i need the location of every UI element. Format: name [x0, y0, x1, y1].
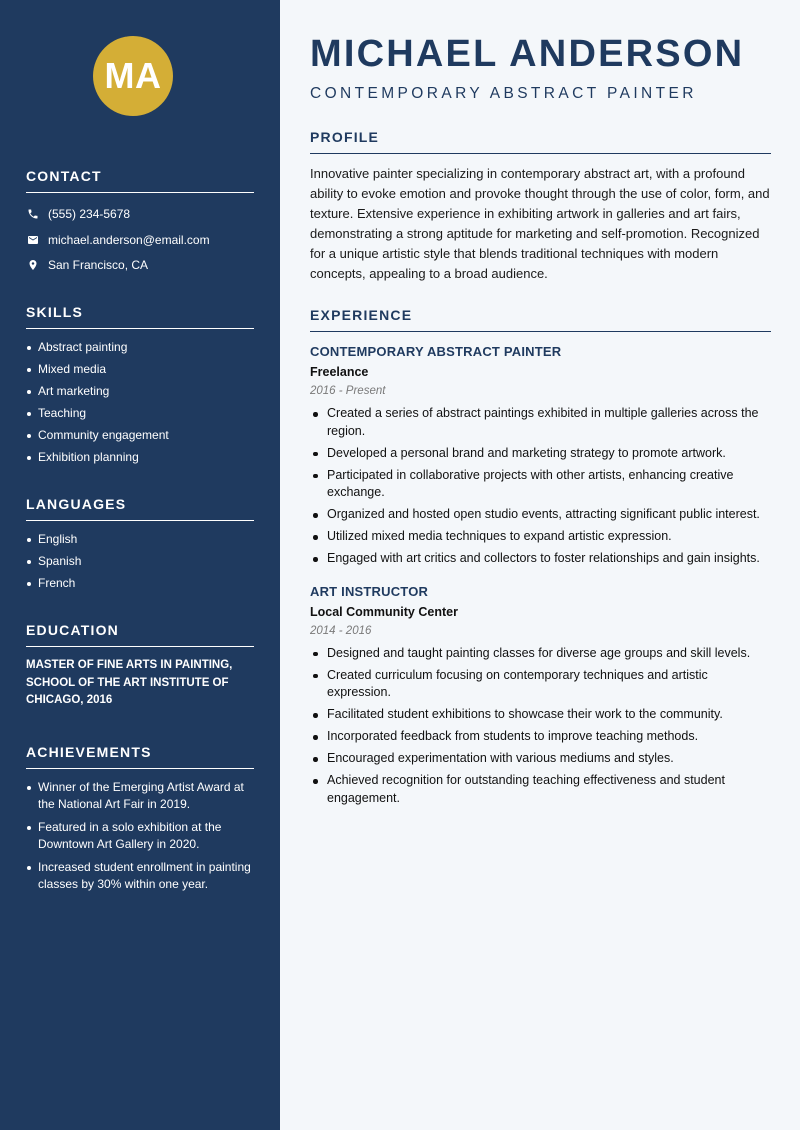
languages-section	[26, 496, 254, 592]
contact-list	[26, 205, 254, 274]
list-item: Teaching	[26, 405, 254, 422]
job-dates: 2016 - Present	[310, 385, 386, 397]
job-company: Local Community Center	[310, 604, 458, 619]
list-item: Increased student enrollment in painting classes by 30% within one year.	[26, 859, 254, 893]
languages-list	[26, 531, 254, 592]
contact-phone	[26, 205, 254, 223]
list-item: Designed and taught painting classes for diverse age groups and skill levels.	[310, 645, 771, 663]
list-item: Facilitated student exhibitions to showcase their work to the community.	[310, 706, 771, 724]
achievements-heading: ACHIEVEMENTS	[26, 744, 254, 769]
education-entry: MASTER OF FINE ARTS IN PAINTING, SCHOOL OF THE ART INSTITUTE OF CHICAGO, 2016	[26, 659, 233, 706]
sidebar	[0, 0, 280, 1130]
job-bullets	[310, 645, 771, 808]
job-company: Freelance	[310, 365, 369, 379]
list-item: Organized and hosted open studio events, attracting significant public interest.	[310, 506, 771, 524]
contact-email-text: michael.anderson@email.com	[48, 232, 210, 247]
skills-heading: SKILLS	[26, 304, 254, 329]
avatar-initials: MA	[104, 55, 162, 96]
education-section	[26, 622, 254, 710]
list-item: Exhibition planning	[26, 449, 254, 466]
list-item: English	[26, 531, 254, 548]
list-item: Community engagement	[26, 427, 254, 444]
list-item: Created curriculum focusing on contemporary techniques and artistic expression.	[310, 667, 771, 702]
achievements-section	[26, 744, 254, 893]
skills-list	[26, 339, 254, 466]
contact-heading: CONTACT	[26, 168, 254, 193]
list-item: Engaged with art critics and collectors to foster relationships and gain insights.	[310, 550, 771, 568]
location-pin-icon	[26, 259, 39, 272]
job-bullets	[310, 405, 771, 568]
achievements-list	[26, 779, 254, 893]
profile-heading: PROFILE	[310, 129, 771, 154]
list-item: Incorporated feedback from students to improve teaching methods.	[310, 728, 771, 746]
profile-summary: Innovative painter specializing in contemporary abstract art, with a profound ability to evoke emotion and provoke thought through the use of color, form, and texture. Extensive experience in exhibiting artwork in galleries and art fairs, demonstrating a strong aptitude for marketing and self-promotion. Recognized for a unique artistic style that blends traditional techniques with modern concepts, appealing to a broad audience.	[310, 166, 770, 281]
skills-section	[26, 304, 254, 466]
job-entry	[310, 584, 771, 808]
list-item: Featured in a solo exhibition at the Downtown Art Gallery in 2020.	[26, 819, 254, 853]
contact-location-text: San Francisco, CA	[48, 258, 149, 272]
job-dates: 2014 - 2016	[310, 624, 372, 637]
main-content	[280, 0, 800, 1130]
email-icon	[26, 233, 39, 246]
job-title: CONTEMPORARY ABSTRACT PAINTER	[310, 344, 562, 359]
job-title: ART INSTRUCTOR	[310, 583, 429, 599]
education-heading: EDUCATION	[26, 622, 254, 647]
candidate-title: CONTEMPORARY ABSTRACT PAINTER	[310, 85, 697, 102]
list-item: Utilized mixed media techniques to expand artistic expression.	[310, 528, 771, 546]
list-item: Encouraged experimentation with various mediums and styles.	[310, 750, 771, 768]
contact-phone-text: (555) 234-5678	[48, 207, 131, 221]
experience-section	[310, 307, 771, 807]
list-item: Developed a personal brand and marketing strategy to promote artwork.	[310, 445, 771, 463]
list-item: Winner of the Emerging Artist Award at the National Art Fair in 2019.	[26, 779, 254, 813]
job-entry	[310, 344, 771, 568]
list-item: Mixed media	[26, 361, 254, 378]
list-item: Participated in collaborative projects with other artists, enhancing creative exchange.	[310, 467, 771, 502]
list-item: Art marketing	[26, 383, 254, 400]
list-item: French	[26, 575, 254, 592]
languages-heading: LANGUAGES	[26, 496, 254, 521]
list-item: Abstract painting	[26, 339, 254, 356]
profile-section	[310, 129, 771, 284]
phone-icon	[26, 208, 39, 221]
contact-email	[26, 231, 254, 249]
experience-heading: EXPERIENCE	[310, 307, 771, 332]
candidate-name: MICHAEL ANDERSON	[310, 33, 745, 75]
list-item: Achieved recognition for outstanding teaching effectiveness and student engagement.	[310, 772, 771, 807]
contact-location	[26, 256, 254, 274]
list-item: Created a series of abstract paintings exhibited in multiple galleries across the region.	[310, 405, 771, 440]
contact-section	[26, 168, 254, 274]
avatar	[93, 36, 173, 116]
list-item: Spanish	[26, 553, 254, 570]
